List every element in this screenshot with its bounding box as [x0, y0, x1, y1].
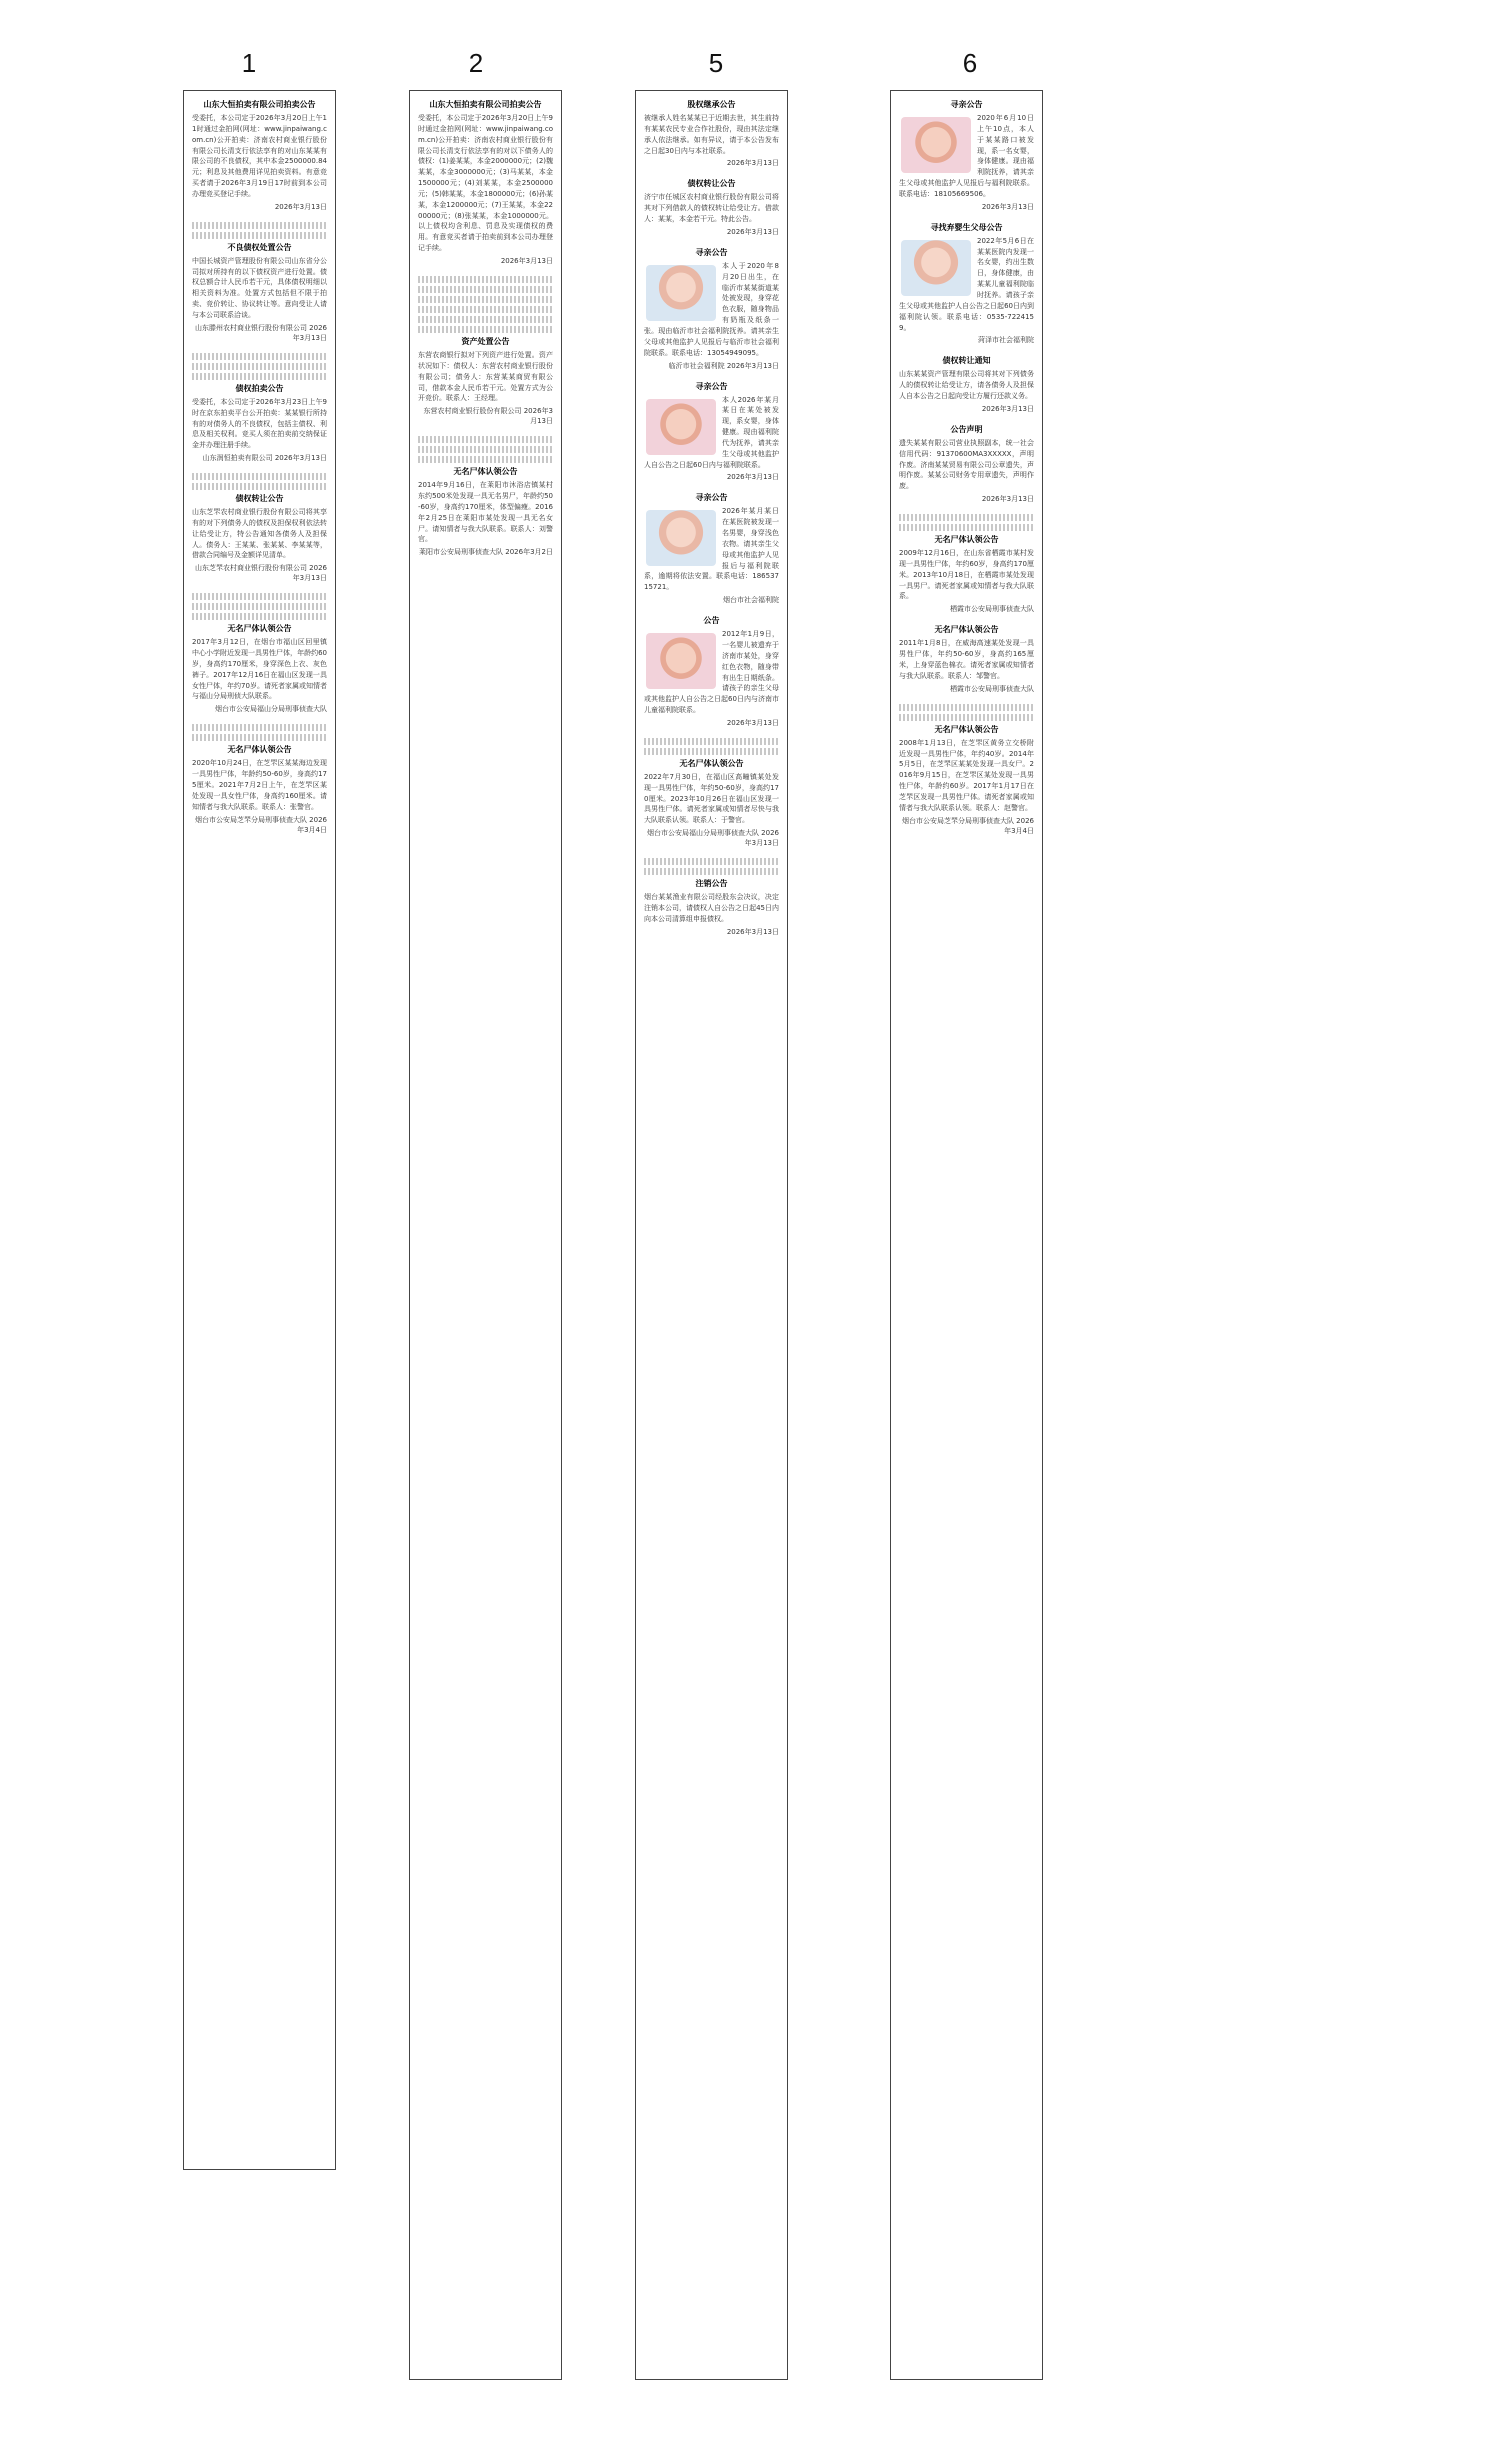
infant-photo [901, 240, 971, 296]
notice-block [192, 623, 327, 714]
text-filler [192, 353, 327, 360]
infant-photo [646, 399, 716, 455]
notice-text: 被继承人姓名某某已于近期去世，其生前持有某某农民专业合作社股份，现由其法定继承人依法继承。如有异议，请于本公告发布之日起30日内与本社联系。 [644, 114, 779, 155]
notice-block [192, 744, 327, 834]
infant-photo [646, 510, 716, 566]
notice-title: 无名尸体认领公告 [227, 745, 292, 755]
notice-title: 寻找弃婴生父母公告 [930, 222, 1003, 232]
notice-signature: 山东滕州农村商业银行股份有限公司 2026年3月13日 [194, 323, 327, 342]
notice-title: 债权转让公告 [235, 494, 284, 504]
notice-block [899, 424, 1034, 504]
notice-signature: 烟台市公安局芝罘分局刑事侦查大队 2026年3月4日 [194, 815, 327, 834]
notice-text: 受委托，本公司定于2026年3月23日上午9时在京东拍卖平台公开拍卖：某某银行所持有的对债务人的不良债权，包括主债权、利息及相关权利。竞买人须在拍卖前交纳保证金并办理注册手续。 [192, 397, 327, 450]
notice-title: 无名尸体认领公告 [934, 625, 999, 635]
text-filler [192, 603, 327, 610]
text-filler [192, 222, 327, 229]
notice-title: 无名尸体认领公告 [227, 624, 292, 634]
notice-title: 公告 [703, 616, 720, 626]
newspaper-column-2 [409, 90, 562, 2380]
notice-title: 无名尸体认领公告 [453, 467, 518, 477]
notice-signature: 菏泽市社会福利院 [978, 336, 1034, 345]
notice-text: 山东芝罘农村商业银行股份有限公司将其享有的对下列债务人的债权及担保权利依法转让给受让方，特公告通知各债务人及担保人。债务人：王某某、张某某、李某某等，借款合同编号及金额详见清单。 [192, 508, 327, 560]
notice-title: 注销公告 [695, 879, 728, 889]
newspaper-column-6 [890, 90, 1043, 2380]
notice-title: 寻亲公告 [695, 247, 728, 257]
notice-signature: 2026年3月13日 [726, 159, 779, 168]
notice-signature: 2026年3月13日 [726, 718, 779, 727]
text-filler [192, 734, 327, 741]
notice-signature: 2026年3月13日 [726, 227, 779, 236]
notice-block [899, 724, 1034, 836]
text-filler [644, 868, 779, 875]
text-filler [644, 738, 779, 745]
text-filler [418, 326, 553, 333]
notice-signature: 山东芝罘农村商业银行股份有限公司 2026年3月13日 [194, 564, 327, 583]
notice-signature: 栖霞市公安局刑事侦查大队 [950, 684, 1034, 693]
column-number-5: 5 [708, 48, 724, 78]
notice-text: 烟台某某渔业有限公司经股东会决议，决定注销本公司，请债权人自公告之日起45日内向本公司清算组申报债权。 [644, 893, 779, 923]
text-filler [644, 748, 779, 755]
newspaper-column-5 [635, 90, 788, 2380]
notice-text: 2020年10月24日，在芝罘区某某海边发现一具男性尸体，年龄约50-60岁，身高约175厘米。2021年7月2日上午，在芝罘区某处发现一具女性尸体，身高约160厘米。请知情者与我大队联系。联系人：张警官。 [192, 759, 327, 811]
notice-signature: 2026年3月13日 [981, 495, 1034, 504]
notice-block [644, 381, 779, 483]
notice-text: 本人2026年某月某日在某处被发现，系女婴，身体健康。现由福利院代为抚养，请其亲生父母或其他监护人自公告之日起60日内与福利院联系。 [644, 395, 779, 469]
notice-text: 2014年9月16日，在莱阳市沐浴店镇某村东约500米处发现一具无名男尸，年龄约50-60岁，身高约170厘米，体型偏瘦。2016年2月25日在莱阳市某处发现一具无名女尸。请知情者与我大队联系。联系人：刘警官。 [418, 481, 553, 544]
notice-title: 山东大恒拍卖有限公司拍卖公告 [203, 100, 316, 109]
notice-signature: 2026年3月13日 [274, 202, 327, 211]
notice-block [644, 99, 779, 168]
notice-text: 2022年5月6日在某某医院内发现一名女婴，约出生数日，身体健康，由某某儿童福利院临时抚养。请孩子亲生父母或其他监护人自公告之日起60日内到福利院认领。联系电话：0535-7224159。 [899, 236, 1034, 332]
notice-signature: 临沂市社会福利院 2026年3月13日 [668, 361, 779, 370]
notice-signature: 烟台市公安局福山分局刑事侦查大队 [215, 705, 327, 714]
notice-text: 东营农商银行拟对下列资产进行处置。资产状况如下：债权人：东营农村商业银行股份有限公司；债务人：东营某某商贸有限公司，借款本金人民币若干元。处置方式为公开竞价。联系人：王经理。 [418, 350, 553, 403]
notice-block [899, 222, 1034, 346]
text-filler [418, 306, 553, 313]
text-filler [418, 286, 553, 293]
notice-block [418, 99, 553, 266]
notice-title: 债权转让公告 [687, 179, 736, 189]
text-filler [418, 456, 553, 463]
text-filler [899, 524, 1034, 531]
notice-text: 2012年1月9日，一名婴儿被遗弃于济南市某处，身穿红色衣物，随身带有出生日期纸条。请孩子的亲生父母或其他监护人自公告之日起60日内与济南市儿童福利院联系。 [644, 630, 779, 715]
notice-signature: 2026年3月13日 [500, 256, 553, 265]
notice-text: 2011年1月8日，在威海高速某处发现一具男性尸体，年约50-60岁，身高约165厘米，上身穿蓝色棉衣。请死者家属或知情者与我大队联系。联系人：邹警官。 [899, 639, 1034, 680]
notice-block [644, 758, 779, 848]
notice-text: 受委托，本公司定于2026年3月20日上午9时通过金拍网(网址：www.jinpaiwang.com.cn)公开拍卖：济南农村商业银行股份有限公司长清支行依法享有的对以下债务人的债权：(1)姜某某，本金2000000元；(2)魏某某，本金3000000元；(3)马某某，本金1500000元；(4)刘某某，本金2500000元；(5)韩某某，本金1800000元；(6)孙某某，本金1200000元；(7)王某某，本金2200000元；(8)张某某，本金1000000元。以上债权均含利息、罚息及实现债权的费用。有意竞买者请于拍卖前到本公司办理登记手续。 [418, 114, 554, 253]
notice-text: 济宁市任城区农村商业银行股份有限公司将其对下列借款人的债权转让给受让方。借款人：某某，本金若干元。特此公告。 [644, 193, 779, 224]
notice-block [899, 624, 1034, 693]
notice-text: 2017年3月12日，在烟台市福山区回里镇中心小学附近发现一具男性尸体，年龄约60岁，身高约170厘米，身穿深色上衣、灰色裤子。2017年12月16日在福山区发现一具女性尸体，年约70岁。请死者家属或知情者与福山分局刑侦大队联系。 [192, 638, 327, 701]
text-filler [418, 276, 553, 283]
notice-text: 本人于2020年8月20日出生，在临沂市某某街道某处被发现，身穿花色衣服，随身物品有奶瓶及纸条一张。现由临沂市社会福利院抚养。请其亲生父母或其他监护人见报后与临沂市社会福利院联系。联系电话：13054949095。 [644, 261, 779, 357]
notice-block [644, 178, 779, 237]
notice-title: 无名尸体认领公告 [934, 535, 999, 545]
text-filler [192, 363, 327, 370]
notice-block [192, 383, 327, 463]
notice-signature: 莱阳市公安局刑事侦查大队 2026年3月2日 [419, 548, 553, 557]
infant-photo [646, 265, 716, 321]
notice-text: 2008年1月13日，在芝罘区黄务立交桥附近发现一具男性尸体，年约40岁。2014年5月5日，在芝罘区某某处发现一具女尸。2016年9月15日，在芝罘区某处发现一具男性尸体，年龄约60岁。2017年1月17日在芝罘区发现一具男性尸体。请死者家属或知情者与我大队联系认领。联系人：赵警官。 [899, 738, 1034, 812]
notice-signature: 山东润恒拍卖有限公司 2026年3月13日 [202, 454, 327, 463]
notice-text: 2022年7月30日，在福山区高疃镇某处发现一具男性尸体，年约50-60岁，身高约170厘米。2023年10月26日在福山区发现一具男性尸体。请死者家属或知情者尽快与我大队联系认领。联系人：于警官。 [644, 772, 779, 825]
notice-block [644, 878, 779, 937]
notice-text: 山东某某资产管理有限公司将其对下列债务人的债权转让给受让方，请各债务人及担保人自本公告之日起向受让方履行还款义务。 [899, 370, 1034, 401]
notice-signature: 栖霞市公安局刑事侦查大队 [950, 605, 1034, 614]
infant-photo [901, 117, 971, 173]
notice-title: 公告声明 [950, 424, 983, 434]
notice-title: 寻亲公告 [950, 100, 983, 109]
text-filler [192, 373, 327, 380]
text-filler [192, 593, 327, 600]
column-number-2: 2 [468, 48, 484, 78]
notice-text: 受委托，本公司定于2026年3月20日上午11时通过金拍网(网址：www.jinpaiwang.com.cn)公开拍卖：济南农村商业银行股份有限公司长清支行依法享有的对山东某某有限公司的不良债权，其中本金2500000.84元；利息及其他费用详见拍卖资料。有意竞买者请于2026年3月19日17时前到本公司办理竞买登记手续。 [192, 114, 327, 198]
text-filler [644, 858, 779, 865]
text-filler [192, 232, 327, 239]
notice-text: 中国长城资产管理股份有限公司山东省分公司拟对所持有的以下债权资产进行处置。债权总额合计人民币若干元，具体债权明细以相关资料为准。处置方式包括但不限于拍卖、竞价转让、协议转让等。意向受让人请与本公司联系洽谈。 [192, 256, 327, 319]
text-filler [418, 296, 553, 303]
notice-block [899, 99, 1034, 212]
notice-title: 不良债权处置公告 [227, 242, 292, 252]
notice-title: 山东大恒拍卖有限公司拍卖公告 [429, 100, 542, 109]
text-filler [192, 483, 327, 490]
notice-title: 债权拍卖公告 [235, 383, 284, 393]
notice-block [644, 247, 779, 371]
notice-signature: 烟台市社会福利院 [723, 596, 779, 605]
notice-signature: 东营农村商业银行股份有限公司 2026年3月13日 [423, 407, 553, 426]
notice-title: 债权转让通知 [942, 356, 991, 366]
text-filler [418, 446, 553, 453]
notice-text: 2026年某月某日在某医院被发现一名男婴，身穿浅色衣物。请其亲生父母或其他监护人见报后与福利院联系，逾期将依法安置。联系电话：18653715721。 [644, 507, 779, 592]
notice-block [899, 534, 1034, 614]
notice-signature: 2026年3月13日 [726, 473, 779, 482]
notice-signature: 烟台市公安局芝罘分局刑事侦查大队 2026年3月4日 [901, 816, 1034, 835]
notice-block [418, 336, 553, 426]
notice-block [644, 615, 779, 728]
text-filler [899, 514, 1034, 521]
infant-photo [646, 633, 716, 689]
text-filler [418, 316, 553, 323]
column-number-1: 1 [241, 48, 257, 78]
notice-title: 无名尸体认领公告 [679, 758, 744, 768]
notice-signature: 2026年3月13日 [981, 404, 1034, 413]
text-filler [192, 473, 327, 480]
text-filler [899, 714, 1034, 721]
notice-text: 2009年12月16日，在山东省栖霞市某村发现一具男性尸体，年约60岁，身高约170厘米。2013年10月18日，在栖霞市某处发现一具男尸。请死者家属或知情者与我大队联系。 [899, 549, 1034, 601]
notice-text: 遗失某某有限公司营业执照副本，统一社会信用代码：91370600MA3XXXXX，声明作废。济南某某贸易有限公司公章遗失，声明作废。某某公司财务专用章遗失，声明作废。 [899, 438, 1034, 491]
newspaper-column-1 [183, 90, 336, 2170]
notice-title: 资产处置公告 [461, 336, 510, 346]
notice-block [899, 355, 1034, 414]
notice-block [192, 99, 327, 212]
text-filler [899, 704, 1034, 711]
notice-signature: 2026年3月13日 [726, 927, 779, 936]
notice-block [192, 493, 327, 583]
notice-block [644, 492, 779, 605]
notice-block [418, 466, 553, 557]
column-number-6: 6 [962, 48, 978, 78]
notice-title: 寻亲公告 [695, 493, 728, 503]
notice-signature: 2026年3月13日 [981, 202, 1034, 211]
notice-title: 寻亲公告 [695, 381, 728, 391]
notice-text: 2020年6月10日上午10点，本人于某某路口被发现，系一名女婴，身体健康。现由福利院抚养，请其亲生父母或其他监护人见报后与福利院联系。联系电话：18105669506。 [899, 114, 1034, 198]
text-filler [192, 613, 327, 620]
notice-signature: 烟台市公安局福山分局刑事侦查大队 2026年3月13日 [646, 829, 779, 848]
text-filler [418, 436, 553, 443]
text-filler [192, 724, 327, 731]
notice-block [192, 242, 327, 343]
notice-title: 无名尸体认领公告 [934, 724, 999, 734]
notice-title: 股权继承公告 [687, 100, 736, 109]
